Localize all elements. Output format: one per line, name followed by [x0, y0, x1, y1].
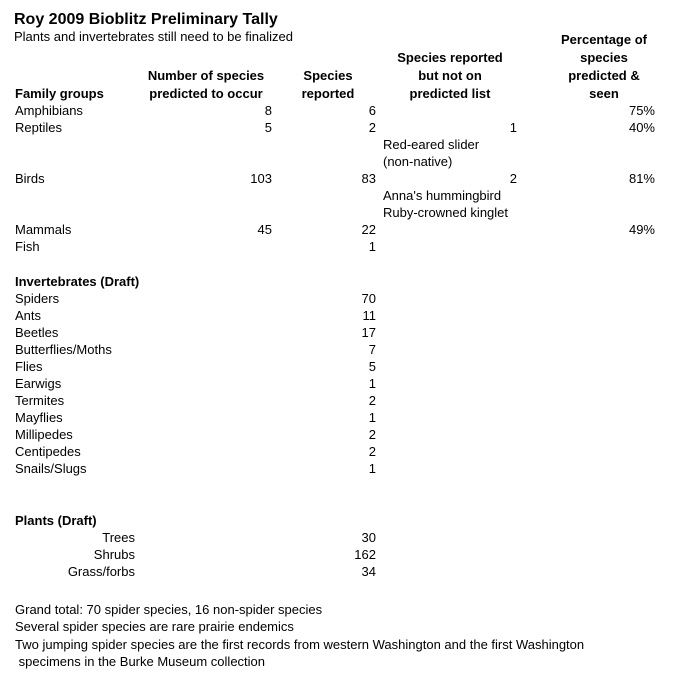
table-row — [0, 546, 680, 563]
percent-value: 75% — [628, 103, 655, 118]
table-row — [0, 443, 680, 460]
predicted-value: 45 — [257, 222, 272, 237]
table-row-birds — [0, 170, 680, 187]
table-row — [0, 426, 680, 443]
reptiles-note-line-2: (non-native) — [383, 154, 453, 169]
reported-value: 22 — [361, 222, 376, 237]
header-reported — [292, 67, 364, 103]
row-label: Grass/forbs — [67, 564, 135, 579]
table-row-mammals — [0, 221, 680, 238]
percent-value: 40% — [628, 120, 655, 135]
predicted-value: 8 — [264, 103, 272, 118]
header-predicted — [140, 67, 272, 103]
reported-value: 70 — [361, 291, 376, 306]
table-row — [0, 375, 680, 392]
header-predicted-line-1: Number of species — [147, 68, 265, 83]
reported-value: 162 — [354, 547, 376, 562]
birds-note-line-2: Ruby-crowned kinglet — [383, 205, 509, 220]
table-row — [0, 460, 680, 477]
table-row-amphibians — [0, 102, 680, 119]
table-row — [0, 341, 680, 358]
row-label: Beetles — [15, 325, 59, 340]
row-label: Birds — [15, 171, 45, 186]
reported-value: 6 — [368, 103, 376, 118]
table-row — [0, 529, 680, 546]
row-label: Termites — [15, 393, 65, 408]
row-label: Millipedes — [15, 427, 73, 442]
footer-line: specimens in the Burke Museum collection — [15, 654, 266, 669]
table-row — [0, 563, 680, 580]
invertebrates-heading-row — [0, 273, 680, 290]
page-title: Roy 2009 Bioblitz Preliminary Tally — [14, 11, 278, 28]
row-label: Amphibians — [15, 103, 83, 118]
percent-value: 49% — [628, 222, 655, 237]
header-unlisted-line-1: Species reported — [397, 50, 503, 65]
reported-value: 1 — [368, 410, 376, 425]
header-reported-line-1: Species — [303, 68, 353, 83]
header-percent-line-2: species — [580, 50, 628, 65]
header-reported-line-2: reported — [301, 86, 355, 101]
row-label: Earwigs — [15, 376, 62, 391]
footer-line: Grand total: 70 spider species, 16 non-spider species — [15, 602, 323, 617]
predicted-value: 103 — [250, 171, 272, 186]
header-unlisted — [385, 49, 515, 103]
footer-line: Two jumping spider species are the first records from western Washington and the first Washington — [15, 637, 585, 652]
reported-value: 34 — [361, 564, 376, 579]
reptiles-note-line-1: Red-eared slider — [383, 137, 480, 152]
reported-value: 83 — [361, 171, 376, 186]
row-label: Centipedes — [15, 444, 81, 459]
table-row-fish — [0, 238, 680, 255]
header-percent — [548, 31, 660, 103]
table-row-reptiles — [0, 119, 680, 136]
header-unlisted-line-2: but not on — [418, 68, 482, 83]
row-label: Spiders — [15, 291, 60, 306]
table-row — [0, 392, 680, 409]
reported-value: 17 — [361, 325, 376, 340]
table-row — [0, 307, 680, 324]
reported-value: 2 — [368, 444, 376, 459]
invertebrates-heading: Invertebrates (Draft) — [15, 274, 140, 289]
row-label: Mayflies — [15, 410, 63, 425]
table-row — [0, 409, 680, 426]
reported-value: 1 — [368, 461, 376, 476]
plants-heading: Plants (Draft) — [15, 513, 97, 528]
reported-value: 7 — [368, 342, 376, 357]
reported-value: 11 — [362, 308, 376, 323]
reported-value: 2 — [368, 120, 376, 135]
plants-heading-row — [0, 512, 680, 529]
percent-value: 81% — [628, 171, 655, 186]
table-row — [0, 324, 680, 341]
predicted-value: 5 — [264, 120, 272, 135]
reported-value: 5 — [368, 359, 376, 374]
reported-value: 2 — [368, 393, 376, 408]
reported-value: 2 — [368, 427, 376, 442]
table-row — [0, 290, 680, 307]
header-family-groups: Family groups — [15, 86, 104, 101]
row-label: Snails/Slugs — [15, 461, 87, 476]
row-label: Flies — [15, 359, 43, 374]
header-percent-line-1: Percentage of — [561, 32, 647, 47]
header-percent-line-4: seen — [589, 86, 619, 101]
table-row — [0, 358, 680, 375]
reported-value: 1 — [368, 239, 376, 254]
header-unlisted-line-3: predicted list — [409, 86, 491, 101]
row-label: Trees — [102, 530, 135, 545]
unlisted-value: 1 — [509, 120, 517, 135]
row-label: Fish — [15, 239, 40, 254]
row-label: Reptiles — [15, 120, 62, 135]
footer-line: Several spider species are rare prairie endemics — [15, 619, 294, 634]
header-predicted-line-2: predicted to occur — [149, 86, 263, 101]
row-label: Mammals — [15, 222, 72, 237]
reported-value: 1 — [368, 376, 376, 391]
unlisted-value: 2 — [509, 171, 517, 186]
row-label: Ants — [15, 308, 42, 323]
reported-value: 30 — [361, 530, 376, 545]
row-label: Butterflies/Moths — [15, 342, 112, 357]
page-subtitle: Plants and invertebrates still need to be finalized — [14, 29, 293, 44]
header-percent-line-3: predicted & — [568, 68, 640, 83]
row-label: Shrubs — [93, 547, 135, 562]
birds-note-line-1: Anna's hummingbird — [383, 188, 502, 203]
